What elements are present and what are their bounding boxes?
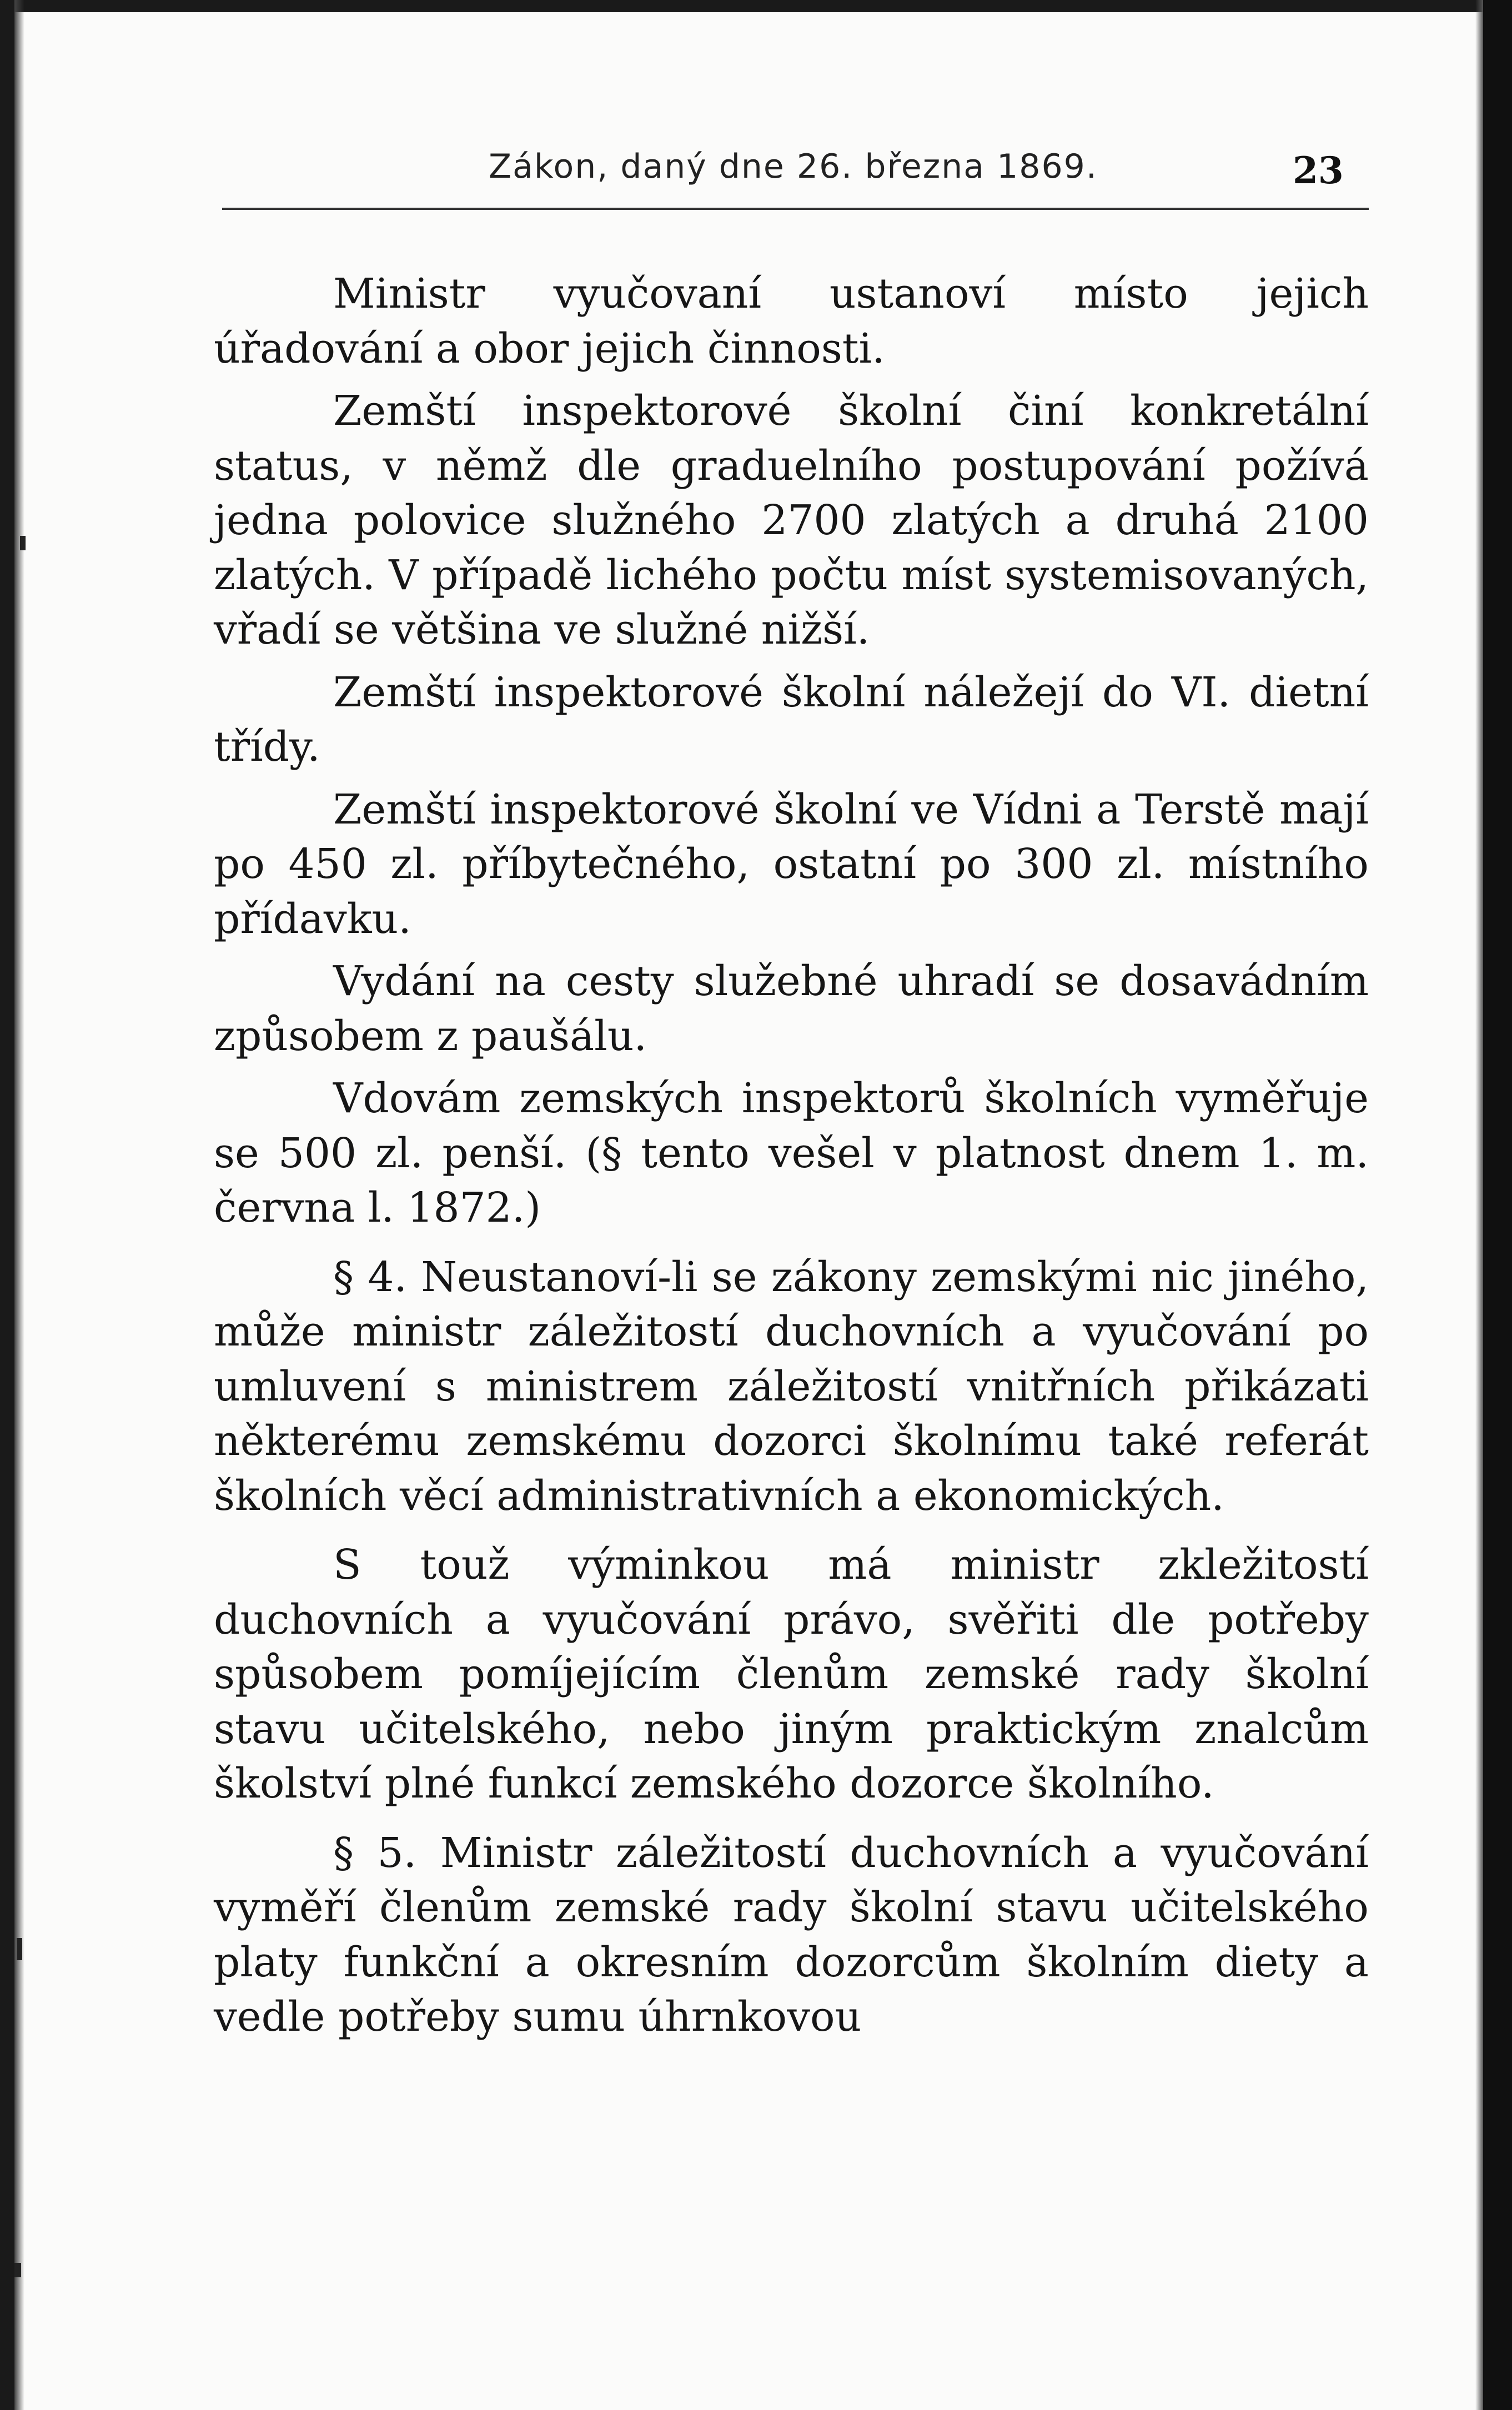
scan-edge-top (0, 0, 1512, 12)
paragraph: Vdovám zemských inspektorů školních vyměřuje se 500 zl. penší. (§ tento vešel v platnost dnem 1. m. června l. 1872.) (214, 1075, 1369, 1232)
paragraph: Ministr vyučovaní ustanoví místo jejich úřadování a obor jejich činnosti. (214, 270, 1369, 373)
running-title: Zákon, daný dne 26. března 1869. (489, 147, 1098, 186)
scan-speck (17, 1938, 22, 1960)
paragraph: S touž výminkou má ministr zkležitostí duchovních a vyučování právo, svěřiti dle potřeby spůsobem pomíjejícím členům zemské rady školní stavu učitelského, nebo jiným praktickým znalcům školství plné funkcí zemského dozorce školního. (214, 1541, 1369, 1808)
section-paragraph: § 5. Ministr záležitostí duchovních a vyučování vyměří členům zemské rady školní stavu učitelského platy funkční a okresním dozorcům školním diety a vedle potřeby sumu úhrnkovou (214, 1829, 1369, 2041)
scan-edge-right-shadow (1475, 0, 1483, 2410)
paragraph: Zemští inspektorové školní náležejí do VI. dietní třídy. (214, 668, 1369, 771)
header-rule (222, 208, 1369, 210)
section-paragraph: § 4. Neustanoví-li se zákony zemskými nic jiného, může ministr záležitostí duchovních a vyučování po umluvení s ministrem záležitostí vnitřních přikázati některému zemskému dozorci školnímu také referát školních věcí administrativních a ekonomických. (214, 1253, 1369, 1520)
body-text (214, 267, 1369, 2045)
scan-edge-left-shadow (14, 0, 24, 2410)
paragraph: Zemští inspektorové školní ve Vídni a Terstě mají po 450 zl. příbytečného, ostatní po 300 zl. místního přídavku. (214, 785, 1369, 943)
scan-edge-right (1483, 0, 1512, 2410)
paragraph: Vydání na cesty služebné uhradí se dosavádním způsobem z paušálu. (214, 957, 1369, 1060)
scan-edge-left (0, 0, 14, 2410)
page-number: 23 (1293, 149, 1344, 192)
paragraph: Zemští inspektorové školní činí konkretální status, v němž dle graduelního postupování požívá jedna polovice služného 2700 zlatých a druhá 2100 zlatých. V případě lichého počtu míst systemisovaných, vřadí se většina ve služné nižší. (214, 387, 1369, 654)
scan-speck (20, 536, 26, 550)
scan-speck (14, 2263, 21, 2277)
